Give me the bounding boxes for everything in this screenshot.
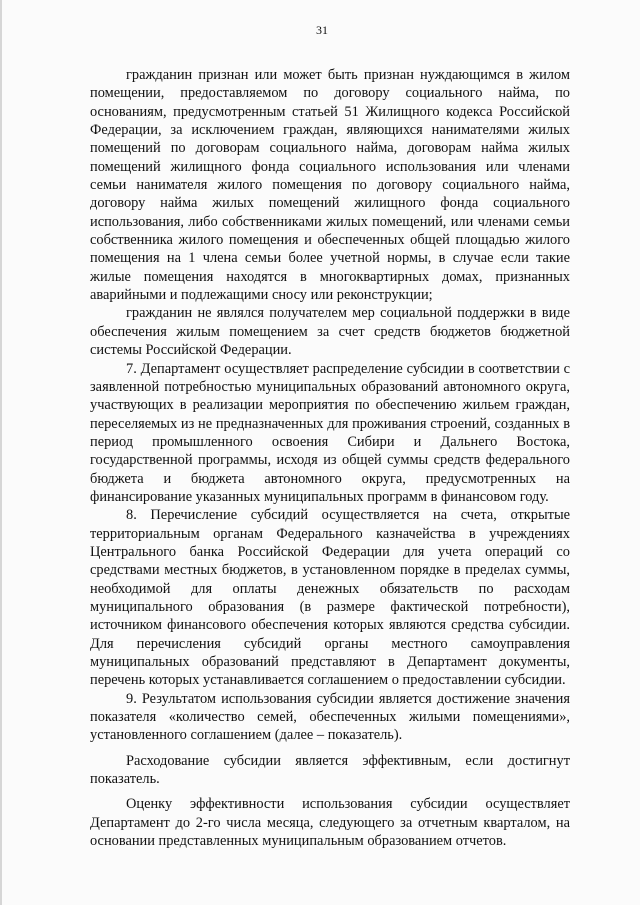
paragraph-effectiveness: Расходование субсидии является эффективным, если достигнут показатель. [90,752,570,788]
paragraph-7-distribution: 7. Департамент осуществляет распределение субсидии в соответствии с заявленной потребностью муниципальных образований автономного округа, участвующих в реализации мероприятия по обеспечению жильем граждан, переселяемых из не предназначенных для проживания строений, созданных в период промышленного освоения Сибири и Дальнего Востока, государственной программы, исходя из общей суммы средств федерального бюджета и бюджета автономного округа, предусмотренных на финансирование указанных муниципальных программ в финансовом году. [90,360,570,505]
page-number: 31 [316,23,328,37]
paragraph-8-transfer: 8. Перечисление субсидий осуществляется на счета, открытые территориальным органам Федерального казначейства в учреждениях Центрального банка Российской Федерации для учета операций со средствами местных бюджетов, в установленном порядке в пределах суммы, необходимой для оплаты денежных обязательств по расходам муниципального образования (в размере фактической потребности), источником финансового обеспечения которых являются средства субсидии. Для перечисления субсидий органы местного самоуправления муниципальных образований представляют в Департамент документы, перечень которых устанавливается соглашением о предоставлении субсидии. [90,507,570,689]
paragraph-evaluation: Оценку эффективности использования субсидии осуществляет Департамент до 2-го числа месяца, следующего за отчетным кварталом, на основании представленных муниципальным образованием отчетов. [90,796,570,850]
document-body [90,66,570,850]
paragraph-citizen-housing-need: гражданин признан или может быть признан нуждающимся в жилом помещении, предоставляемом по договору социального найма, по основаниям, предусмотренным статьей 51 Жилищного кодекса Российской Федерации, за исключением граждан, являющихся нанимателями жилых помещений по договорам социального найма, договорам найма жилых помещений жилищного фонда социального использования или членами семьи нанимателя жилого помещения по договору социального найма, договору найма жилых помещений жилищного фонда социального использования, либо собственниками жилых помещений, или членами семьи собственника жилого помещения и обеспеченных общей площадью жилого помещения на 1 члена семьи более учетной нормы, в случае если такие жилые помещения находятся в многоквартирных домах, признанных аварийными и подлежащими сносу или реконструкции; [90,67,570,304]
paragraph-citizen-no-support: гражданин не являлся получателем мер социальной поддержки в виде обеспечения жилым помещением за счет средств бюджетов бюджетной системы Российской Федерации. [90,305,570,359]
paragraph-9-result: 9. Результатом использования субсидии является достижение значения показателя «количество семей, обеспеченных жилыми помещениями», установленного соглашением (далее – показатель). [90,690,570,744]
